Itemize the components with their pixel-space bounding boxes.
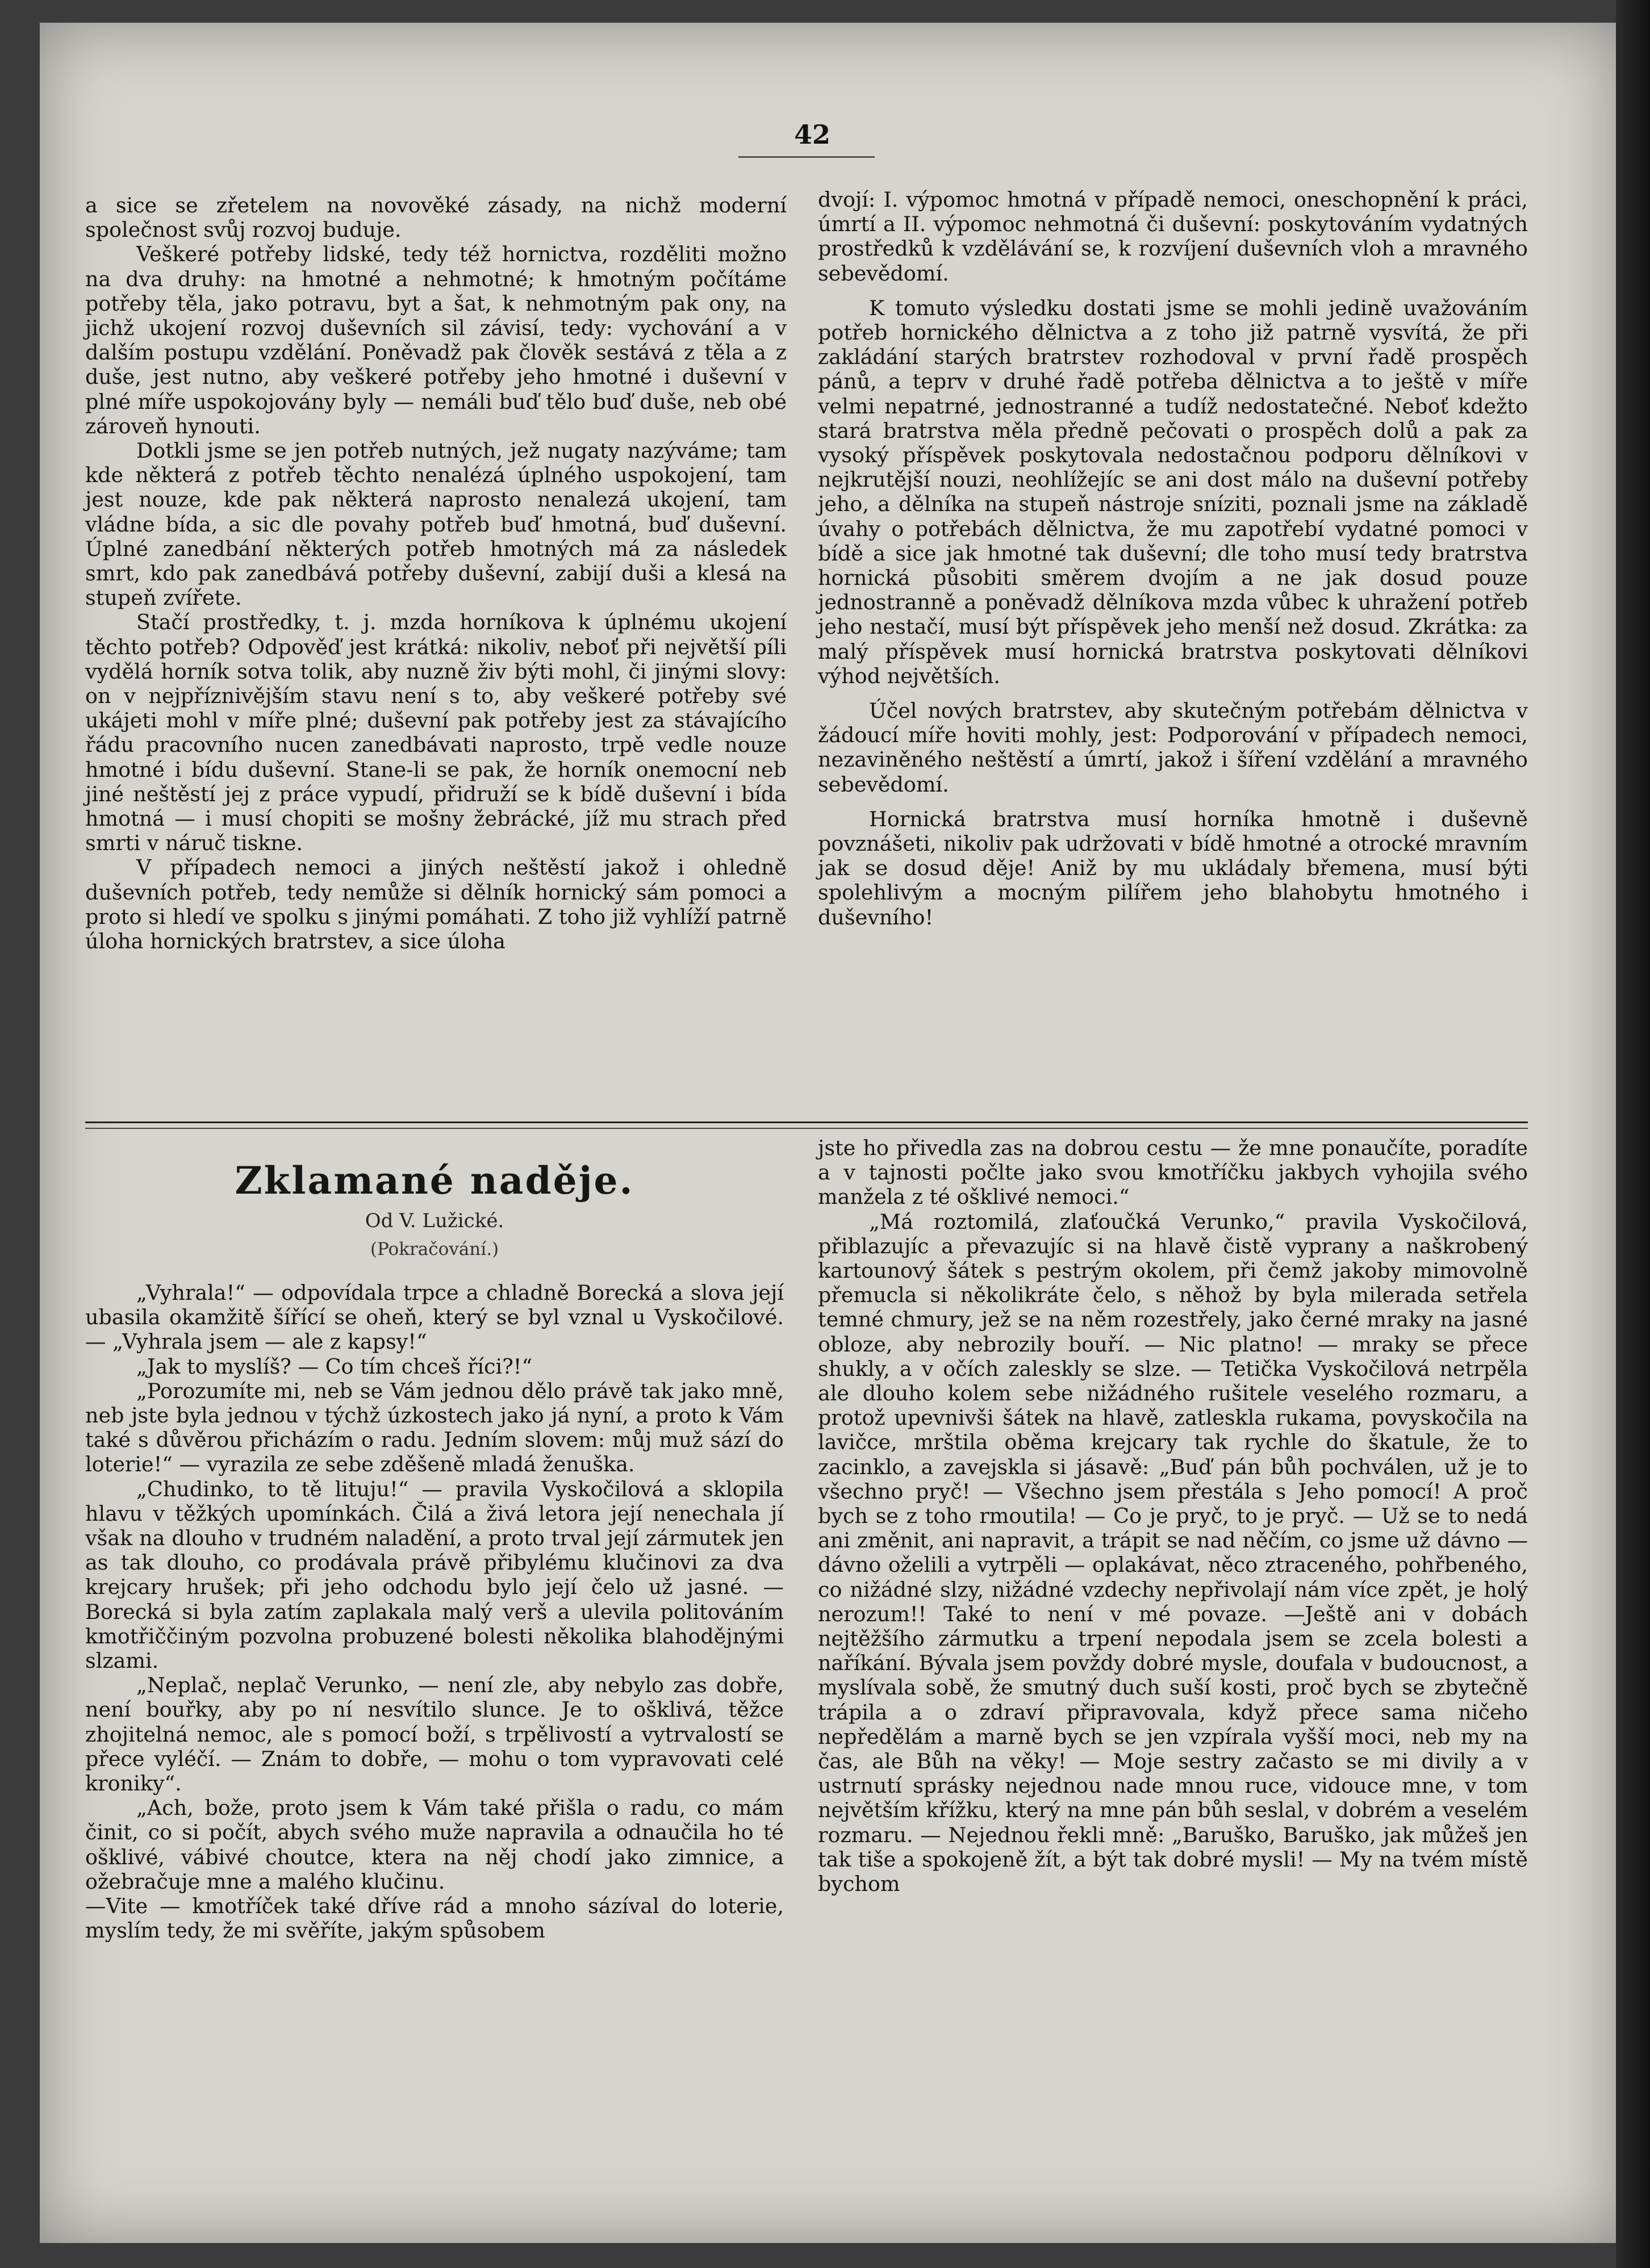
story-paragraph: „Chudinko, to tě lituju!“ — pravila Vyskočilová a sklopila hlavu v těžkých upomínkách. Čilá a živá letora její nenechala jí však na dlouho v trudném naladění, a proto trval její zármutek jen as tak dlouho, co prodávala právě přibylému klučinovi za dva krejcary hrušek; při jeho odchodu bylo její čelo už jasné. — Borecká si byla zatím zaplakala malý verš a ulevila politováním kmotřiččiným pozvolna probuzené bolesti několika blahodějnými slzami.: [85, 1476, 784, 1673]
story-paragraph: „Vyhrala!“ — odpovídala trpce a chladně Borecká a slova její ubasila okamžitě šířící se oheň, který se byl vznal u Vyskočilové. — „Vyhrala jsem — ale z kapsy!“: [85, 1281, 784, 1354]
article-paragraph: Veškeré potřeby lidské, tedy též hornictva, rozděliti možno na dva druhy: na hmotné a nehmotné; k hmotným počítáme potřeby těla, jako potravu, byt a šat, k nehmotným pak ony, na jichž ukojení rozvoj duševních sil závisí, tedy: vychování a v dalším postupu vzdělání. Poněvadž pak člověk sestává z těla a z duše, jest nutno, aby veškeré potřeby jeho hmotné i duševní v plné míře uspokojovány byly — nemáli buď tělo buď duše, neb obé zároveň hynouti.: [85, 242, 787, 438]
article-paragraph: Stačí prostředky, t. j. mzda horníkova k úplnému ukojení těchto potřeb? Odpověď jest krátká: nikoliv, neboť při největší píli vydělá horník sotva tolik, aby nuzně živ býti mohl, či jinými slovy: on v nejpříznivějším stavu není s to, aby veškeré potřeby své ukájeti mohl v míře plné; duševní pak potřeby jest za stávajícího řádu pracovního nucen zanedbávati naprosto, trpě vedle nouze hmotné i bídu duševní. Stane-li se pak, že horník onemocní neb jiné neštěstí jej z práce vypudí, přidruží se k bídě duševní i bída hmotná — i musí chopiti se mošny žebrácké, jíž mu strach před smrti v náruč tiskne.: [85, 610, 787, 856]
story-paragraph: jste ho přivedla zas na dobrou cestu — že mne ponaučíte, poradíte a v tajnosti počlte jako svou kmotříčku jakbych vyhojila svého manžela z té ošklivé nemoci.“: [818, 1136, 1528, 1210]
story-paragraph: „Neplač, neplač Verunko, — není zle, aby nebylo zas dobře, není bouřky, aby po ní nesvítilo slunce. Je to ošklivá, těžce zhojitelná nemoc, ale s pomocí boží, s trpělivostí a vytrvalostí se přece vyléčí. — Znám to dobře, — mohu o tom vypravovati celé kroniky“.: [85, 1673, 784, 1796]
story-continuation-note: (Pokračování.): [370, 1239, 499, 1259]
story-title: Zklamané naděje.: [235, 1158, 634, 1203]
article-paragraph: Hornická bratrstva musí horníka hmotně i duševně povznášeti, nikoliv pak udržovati v bídě hmotné a otrocké mravním jak se dosud děje! Aniž by mu ukládaly břemena, musí býti spolehlivým a mocným pilířem jeho blahobytu hmotného i duševního!: [818, 806, 1528, 930]
page-number-rule: [738, 156, 875, 158]
article-paragraph: dvojí: I. výpomoc hmotná v případě nemoci, oneschopnění k práci, úmrtí a II. výpomoc nehmotná či duševní: poskytováním vydatných prostředků k vzdělávání se, k rozvíjení duševních vloh a mravného sebevědomí.: [818, 187, 1528, 286]
story-paragraph: „Má roztomilá, zlaťoučká Verunko,“ pravila Vyskočilová, přiblazujíc a převazujíc si na hlavě čistě vyprany a naškrobený kartounový šátek s pestrým okolem, při čemž jakoby mimovolně přemucla si několikráte čelo, s něhož by byla milerada setřela temné chmury, jež se na něm rozestřely, jako černé mraky na jasné obloze, aby nebrozily bouří. — Nic platno! — mraky se přece shukly, a v očích zaleskly se slze. — Tetička Vyskočilová netrpěla ale dlouho kolem sebe nižádného rušitele veselého rozmaru, a protož upevnivši šátek na hlavě, zatleskla rukama, povyskočila na lavičce, mrštila oběma krejcary tak rychle do škatule, že to zacinklo, a zavejskla si jásavě: „Buď pán bůh pochválen, už je to všechno pryč! — Všechno jsem přestála s Jeho pomocí! A proč bych se z toho rmoutila! — Co je pryč, to je pryč. — Už se to nedá ani změnit, ani napravit, a trápit se nad něčím, co jsme už dávno — dávno oželili a vytrpěli — oplakávat, něco ztraceného, pohřbeného, co nižádné slzy, nižádné vzdechy nepřivolají nám více zpět, je holý nerozum!! Také to není v mé povaze. —Ještě ani v dobách nejtěžšího zármutku a trpení nepodala jsem se zcela bolesti a naříkání. Bývala jsem povždy dobré mysle, doufala v budoucnost, a myslívala sobě, že smutný duch suší kosti, proč bych se zbytečně trápila a o zdraví připravovala, když přece sama ničeho nepředělám a marně bych se jen vzpírala vyšší moci, neb my na čas, ale Bůh na věky! — Moje sestry začasto se mi divily a v ustrnutí sprásky nejednou nade mnou ruce, vidouce mne, v tom největším křížku, který na mne pán bůh seslal, v dobrém a veselém rozmaru. — Nejednou řekli mně: „Baruško, Baruško, jak můžeš jen tak tiše a spokojeně žít, a být tak dobré mysli! — My na tvém místě bychom: [818, 1209, 1528, 1897]
article-paragraph: K tomuto výsledku dostati jsme se mohli jedině uvažováním potřeb hornického dělnictva a z toho již patrně vysvítá, že při zakládání starých bratrstev rozhodoval v první řadě prospěch pánů, a teprv v druhé řadě potřeba dělnictva a to ještě v míře velmi nepatrné, jednostranné a tudíž nedostatečné. Neboť kdežto stará bratrstva měla předně pečovati o prospěch dolů a pak za vysoký příspěvek poskytovala nedostačnou podporu dělníkovi v nejkrutější nouzi, neohlížejíc se ani dost málo na duševní potřeby jeho, a dělníka na stupeň nástroje sníziti, poznali jsme na základě úvahy o potřebách dělnictva, že mu zapotřebí vydatné pomoci v bídě a sice jak hmotné tak duševní; dle toho musí tedy bratrstva hornická působiti směrem dvojím a ne jak dosud pouze jednostranně a poněvadž dělníkova mzda vůbec k uhražení potřeb jeho nestačí, musí být příspěvek jeho menší než dosud. Zkrátka: za malý příspěvek musí hornická bratrstva poskytovati dělníkovi výhod největších.: [818, 295, 1528, 688]
article-paragraph: a sice se zřetelem na novověké zásady, na nichž moderní společnost svůj rozvoj buduje.: [85, 193, 787, 242]
article-paragraph: V případech nemoci a jiných neštěstí jakož i ohledně duševních potřeb, tedy nemůže si dělník hornický sám pomoci a proto si hledí ve spolku s jinými pomáhati. Z toho již vyhlíží patrně úloha hornických bratrstev, a sice úloha: [85, 855, 787, 954]
story-paragraph: „Jak to myslíš? — Co tím chceš říci?!“: [136, 1354, 533, 1379]
story-paragraph: —Vite — kmotříček také dříve rád a mnoho sázíval do loterie, myslím tedy, že mi svěříte, jakým spůsobem: [85, 1894, 784, 1943]
section-divider: [85, 1122, 1528, 1129]
article-paragraph: Účel nových bratrstev, aby skutečným potřebám dělnictva v žádoucí míře hoviti mohly, jest: Podporování v případech nemoci, nezaviněného neštěstí a úmrtí, jakož i šíření vzdělání a mravného sebevědomí.: [818, 698, 1528, 797]
article-column-right: [818, 187, 1528, 930]
story-paragraph: „Porozumíte mi, neb se Vám jednou dělo právě tak jako mně, neb jste byla jednou v týchž úzkostech jako já nyní, a proto k Vám také s důvěrou přicházím o radu. Jedním slovem: můj muž sází do loterie!“ — vyrazila ze sebe zděšeně mladá ženuška.: [85, 1378, 784, 1477]
article-column-left: [85, 193, 787, 953]
story-column-left: [85, 1281, 784, 1943]
story-column-right: [818, 1136, 1528, 1896]
page-number: 42: [793, 119, 830, 150]
story-author: Od V. Lužické.: [365, 1210, 504, 1232]
story-paragraph: „Ach, bože, proto jsem k Vám také přišla o radu, co mám činit, co si počít, abych svého muže napravila a odnaučila ho té ošklivé, vábivé choutce, ktera na něj chodí jako zimnice, a ožebračuje mne a malého klučinu.: [85, 1796, 784, 1894]
scan-edge: [1616, 0, 1650, 2268]
article-paragraph: Dotkli jsme se jen potřeb nutných, jež nugaty nazýváme; tam kde některá z potřeb těchto nenalézá úplného uspokojení, tam jest nouze, kde pak některá naprosto nenalezá ukojení, tam vládne bída, a sic dle povahy potřeb buď hmotná, buď duševní. Úplné zanedbání některých potřeb hmotných má za následek smrt, kdo pak zanedbává potřeby duševní, zabijí duši a klesá na stupeň zvířete.: [85, 438, 787, 610]
